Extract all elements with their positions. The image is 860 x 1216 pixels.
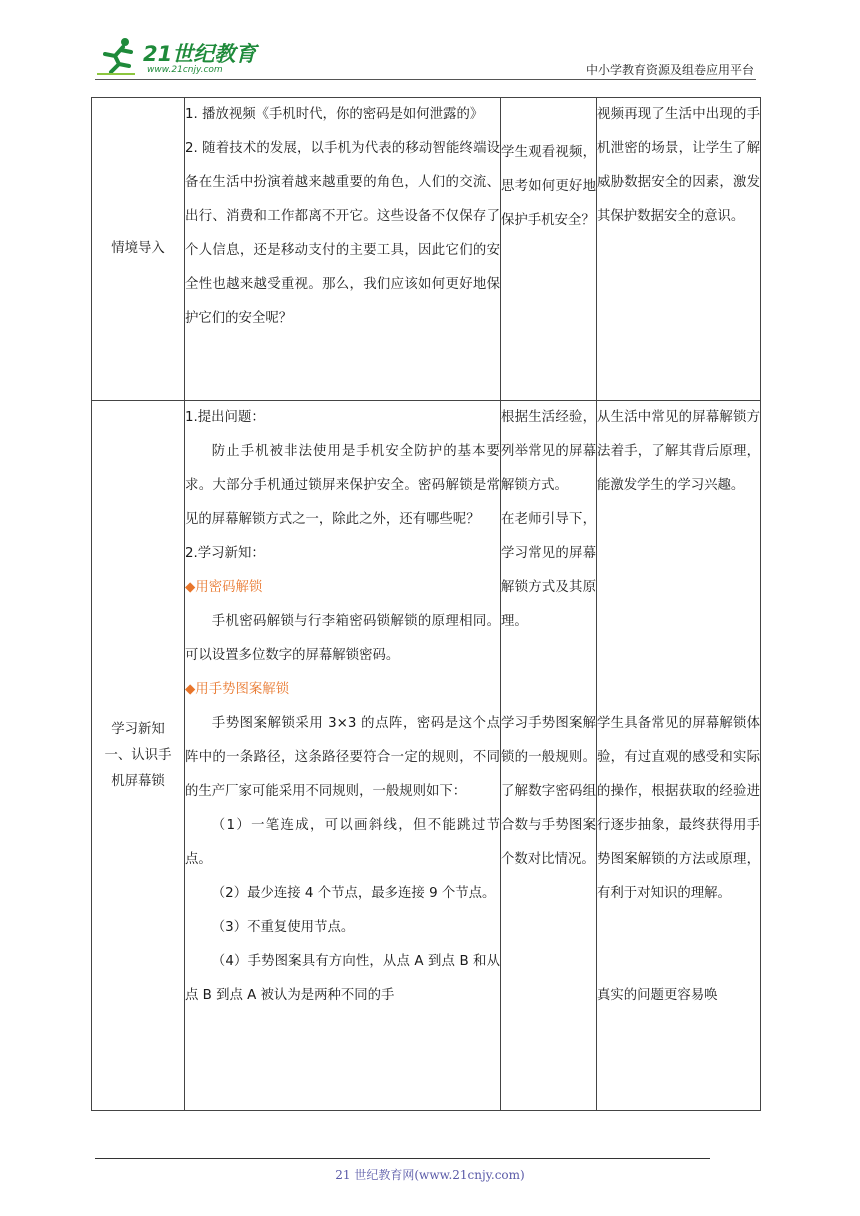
activity-item: 1. 播放视频《手机时代，你的密码是如何泄露的》 xyxy=(185,107,484,122)
paragraph: 防止手机被非法使用是手机安全防护的基本要求。大部分手机通过锁屏来保护安全。密码解锁是常见的屏幕解锁方式之一，除此之外，还有哪些呢？ xyxy=(185,444,500,527)
lesson-table xyxy=(91,97,761,1111)
section-title: 1.提出问题： xyxy=(185,410,265,425)
platform-name: 中小学教育资源及组卷应用平台 xyxy=(585,63,754,77)
logo-text: 21世纪教育 xyxy=(143,42,257,66)
subheading-gesture: ◆用手势图案解锁 xyxy=(185,682,290,697)
rule-item: （3）不重复使用节点。 xyxy=(211,920,355,935)
student-text: 学习手势图案解锁的一般规则。了解数字密码组合数与手势图案个数对比情况。 xyxy=(501,716,596,867)
paragraph: 手机密码解锁与行李箱密码锁解锁的原理相同。可以设置多位数字的屏幕解锁密码。 xyxy=(185,614,500,663)
rule-item: （4）手势图案具有方向性，从点 A 到点 B 和从点 B 到点 A 被认为是两种不同的手 xyxy=(185,954,500,1003)
intent-text: 学生具备常见的屏幕解锁体验，有过直观的感受和实际的操作，根据获取的经验进行逐步抽象，最终获得用手势图案解锁的方法或原理，有利于对知识的理解。 xyxy=(597,716,760,901)
intent-text: 视频再现了生活中出现的手机泄密的场景，让学生了解威胁数据安全的因素，激发其保护数据安全的意识。 xyxy=(597,107,760,224)
page-header xyxy=(0,0,860,80)
subheading-password: ◆用密码解锁 xyxy=(185,580,263,595)
stage-label: 学习新知一、认识手机屏幕锁 xyxy=(92,401,185,1111)
running-figure-icon xyxy=(95,36,143,76)
rule-item: （2）最少连接 4 个节点，最多连接 9 个节点。 xyxy=(211,886,496,901)
student-activity xyxy=(501,98,597,401)
logo xyxy=(95,36,265,78)
student-text: 在老师引导下，学习常见的屏幕解锁方式及其原理。 xyxy=(501,512,596,629)
header-divider xyxy=(95,79,756,80)
intent-text: 真实的问题更容易唤 xyxy=(597,988,718,1003)
student-text: 学生观看视频，思考如何更好地保护手机安全？ xyxy=(501,145,596,228)
teacher-activity xyxy=(185,98,501,401)
student-activity xyxy=(501,401,597,1111)
footer-divider xyxy=(95,1158,710,1159)
table-row xyxy=(92,98,761,401)
activity-item: 2. 随着技术的发展，以手机为代表的移动智能终端设备在生活中扮演着越来越重要的角色，人们的交流、出行、消费和工作都离不开它。这些设备不仅保存了个人信息，还是移动支付的主要工具，因此它们的安全性也越来越受重视。那么，我们应该如何更好地保护它们的安全呢？ xyxy=(185,141,500,326)
design-intent xyxy=(597,401,761,1111)
intent-text: 从生活中常见的屏幕解锁方法着手，了解其背后原理，能激发学生的学习兴趣。 xyxy=(597,410,760,493)
student-text: 根据生活经验，列举常见的屏幕解锁方式。 xyxy=(501,410,596,493)
logo-url: www.21cnjy.com xyxy=(147,65,223,75)
page-footer: 21 世纪教育网(www.21cnjy.com) xyxy=(335,1168,525,1182)
teacher-activity xyxy=(185,401,501,1111)
stage-label: 情境导入 xyxy=(92,98,185,401)
paragraph: 手势图案解锁采用 3×3 的点阵，密码是这个点阵中的一条路径，这条路径要符合一定的规则，不同的生产厂家可能采用不同规则，一般规则如下： xyxy=(185,716,500,799)
rule-item: （1）一笔连成，可以画斜线，但不能跳过节点。 xyxy=(185,818,500,867)
table-row xyxy=(92,401,761,1111)
design-intent xyxy=(597,98,761,401)
section-title: 2.学习新知： xyxy=(185,546,265,561)
